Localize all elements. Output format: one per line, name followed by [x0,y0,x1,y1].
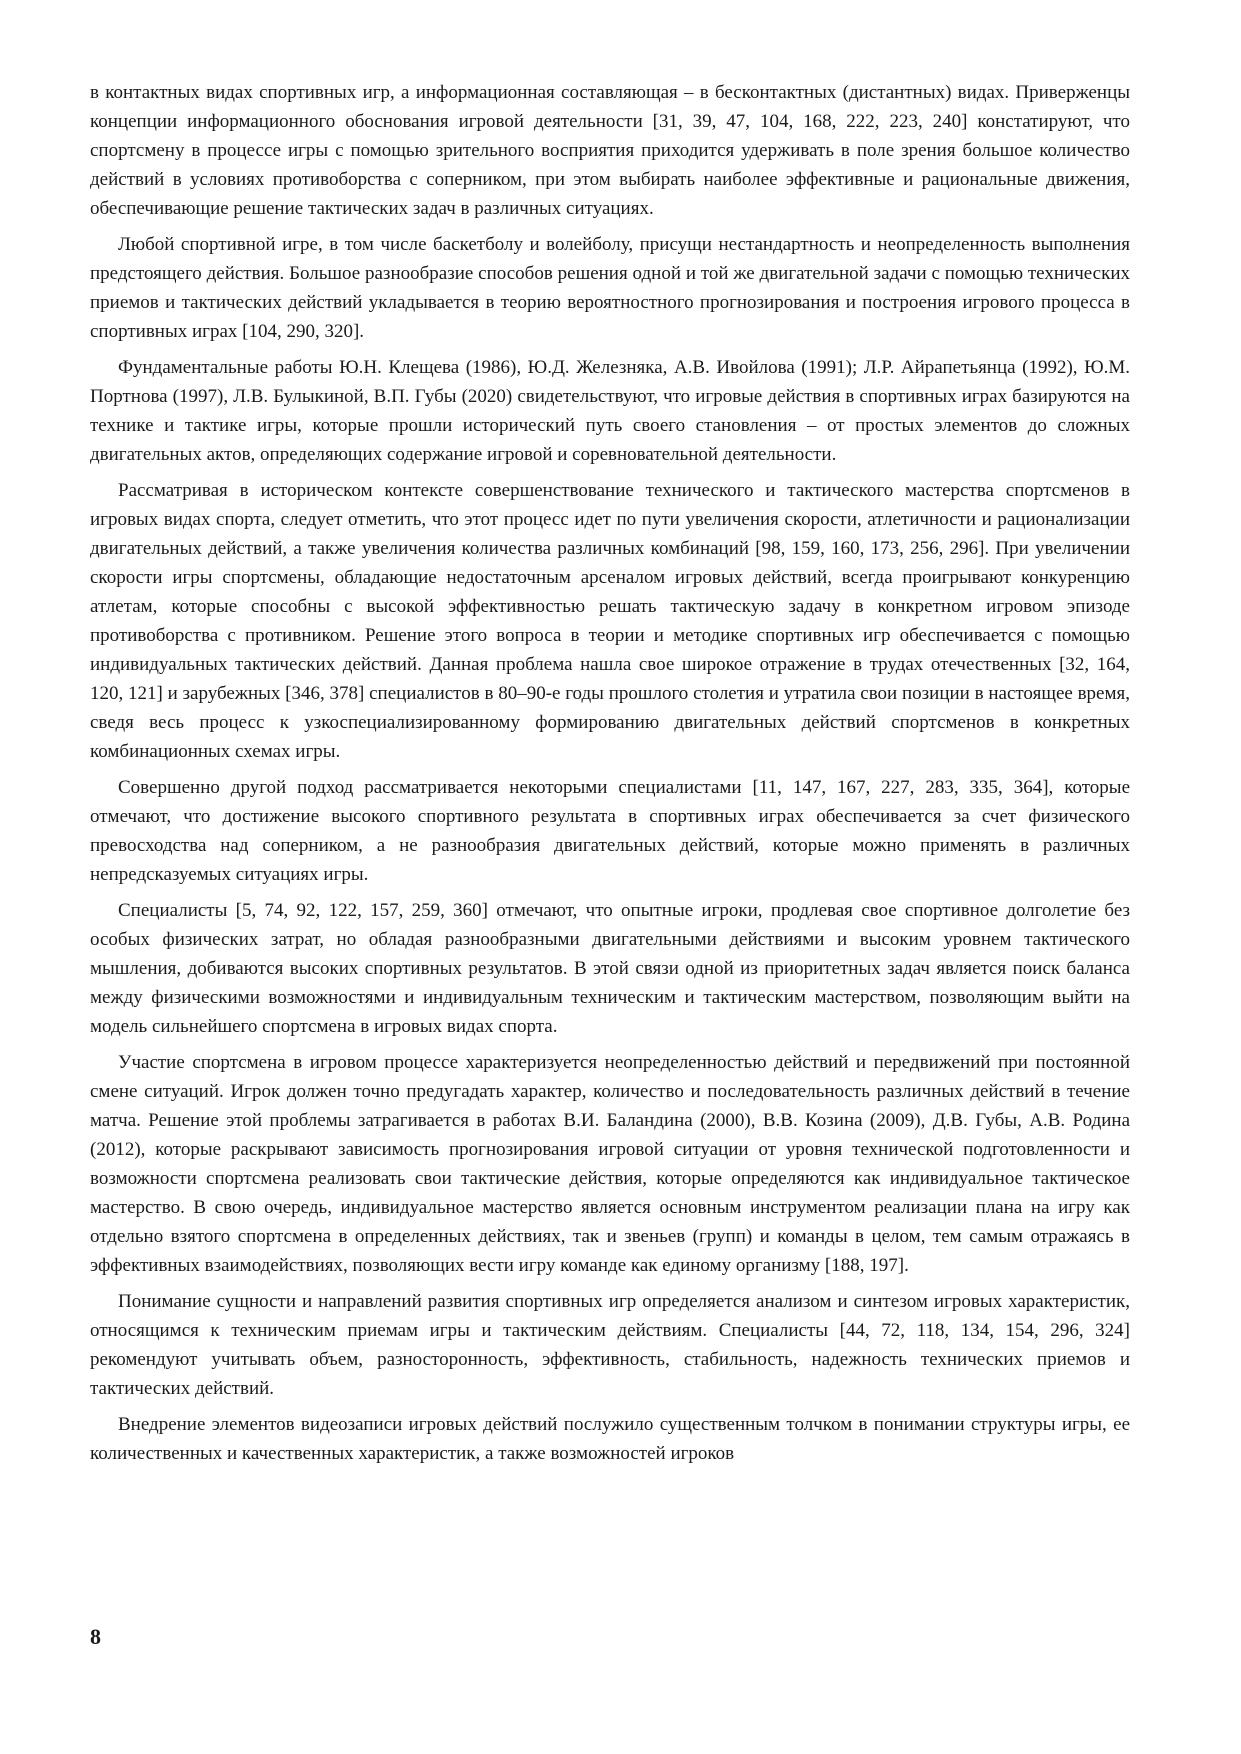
page-number: 8 [90,1624,101,1649]
page-body [90,78,1130,1475]
paragraph-7: Участие спортсмена в игровом процессе характеризуется неопределенностью действий и передвижений при постоянной смене ситуаций. Игрок должен точно предугадать характер, количество и последовательность различных действий в течение матча. Решение этой проблемы затрагивается в работах В.И. Баландина (2000), В.В. Козина (2009), Д.В. Губы, А.В. Родина (2012), которые раскрывают зависимость прогнозирования игровой ситуации от уровня технической подготовленности и возможности спортсмена реализовать свои тактические действия, которые определяются как индивидуальное тактическое мастерство. В свою очередь, индивидуальное мастерство является основным инструментом реализации плана на игру как отдельно взятого спортсмена в определенных действиях, так и звеньев (групп) и команды в целом, тем самым отражаясь в эффективных взаимодействиях, позволяющих вести игру команде как единому организму [188, 197]. [90,1052,1130,1276]
paragraph-4: Рассматривая в историческом контексте совершенствование технического и тактического мастерства спортсменов в игровых видах спорта, следует отметить, что этот процесс идет по пути увеличения скорости, атлетичности и рационализации двигательных действий, а также увеличения количества различных комбинаций [98, 159, 160, 173, 256, 296]. При увеличении скорости игры спортсмены, обладающие недостаточным арсеналом игровых действий, всегда проигрывают конкуренцию атлетам, которые способны с высокой эффективностью решать тактическую задачу в конкретном игровом эпизоде противоборства с противником. Решение этого вопроса в теории и методике спортивных игр обеспечивается с помощью индивидуальных тактических действий. Данная проблема нашла свое широкое отражение в трудах отечественных [32, 164, 120, 121] и зарубежных [346, 378] специалистов в 80–90-е годы прошлого столетия и утратила свои позиции в настоящее время, сведя весь процесс к узкоспециализированному формированию двигательных действий спортсменов в конкретных комбинационных схемах игры. [90,480,1130,762]
paragraph-6: Специалисты [5, 74, 92, 122, 157, 259, 360] отмечают, что опытные игроки, продлевая свое спортивное долголетие без особых физических затрат, но обладая разнообразными двигательными действиями и высоким уровнем тактического мышления, добиваются высоких спортивных результатов. В этой связи одной из приоритетных задач является поиск баланса между физическими возможностями и индивидуальным техническим и тактическим мастерством, позволяющим выйти на модель сильнейшего спортсмена в игровых видах спорта. [90,900,1130,1037]
paragraph-2: Любой спортивной игре, в том числе баскетболу и волейболу, присущи нестандартность и неопределенность выполнения предстоящего действия. Большое разнообразие способов решения одной и той же двигательной задачи с помощью технических приемов и тактических действий укладывается в теорию вероятностного прогнозирования и построения игрового процесса в спортивных играх [104, 290, 320]. [90,234,1130,342]
paragraph-8: Понимание сущности и направлений развития спортивных игр определяется анализом и синтезом игровых характеристик, относящимся к техническим приемам игры и тактическим действиям. Специалисты [44, 72, 118, 134, 154, 296, 324] рекомендуют учитывать объем, разносторонность, эффективность, стабильность, надежность технических приемов и тактических действий. [90,1291,1130,1399]
paragraph-9: Внедрение элементов видеозаписи игровых действий послужило существенным толчком в понимании структуры игры, ее количественных и качественных характеристик, а также возможностей игроков [90,1414,1130,1464]
paragraph-5: Совершенно другой подход рассматривается некоторыми специалистами [11, 147, 167, 227, 283, 335, 364], которые отмечают, что достижение высокого спортивного результата в спортивных играх обеспечивается за счет физического превосходства над соперником, а не разнообразия двигательных действий, которые можно применять в различных непредсказуемых ситуациях игры. [90,777,1130,885]
paragraph-1: в контактных видах спортивных игр, а информационная составляющая – в бесконтактных (дистантных) видах. Приверженцы концепции информационного обоснования игровой деятельности [31, 39, 47, 104, 168, 222, 223, 240] констатируют, что спортсмену в процессе игры с помощью зрительного восприятия приходится удерживать в поле зрения большое количество действий в условиях противоборства с соперником, при этом выбирать наиболее эффективные и рациональные движения, обеспечивающие решение тактических задач в различных ситуациях. [90,82,1130,219]
paragraph-3: Фундаментальные работы Ю.Н. Клещева (1986), Ю.Д. Железняка, А.В. Ивойлова (1991); Л.Р. Айрапетьянца (1992), Ю.М. Портнова (1997), Л.В. Булыкиной, В.П. Губы (2020) свидетельствуют, что игровые действия в спортивных играх базируются на технике и тактике игры, которые прошли исторический путь своего становления – от простых элементов до сложных двигательных актов, определяющих содержание игровой и соревновательной деятельности. [90,357,1130,465]
